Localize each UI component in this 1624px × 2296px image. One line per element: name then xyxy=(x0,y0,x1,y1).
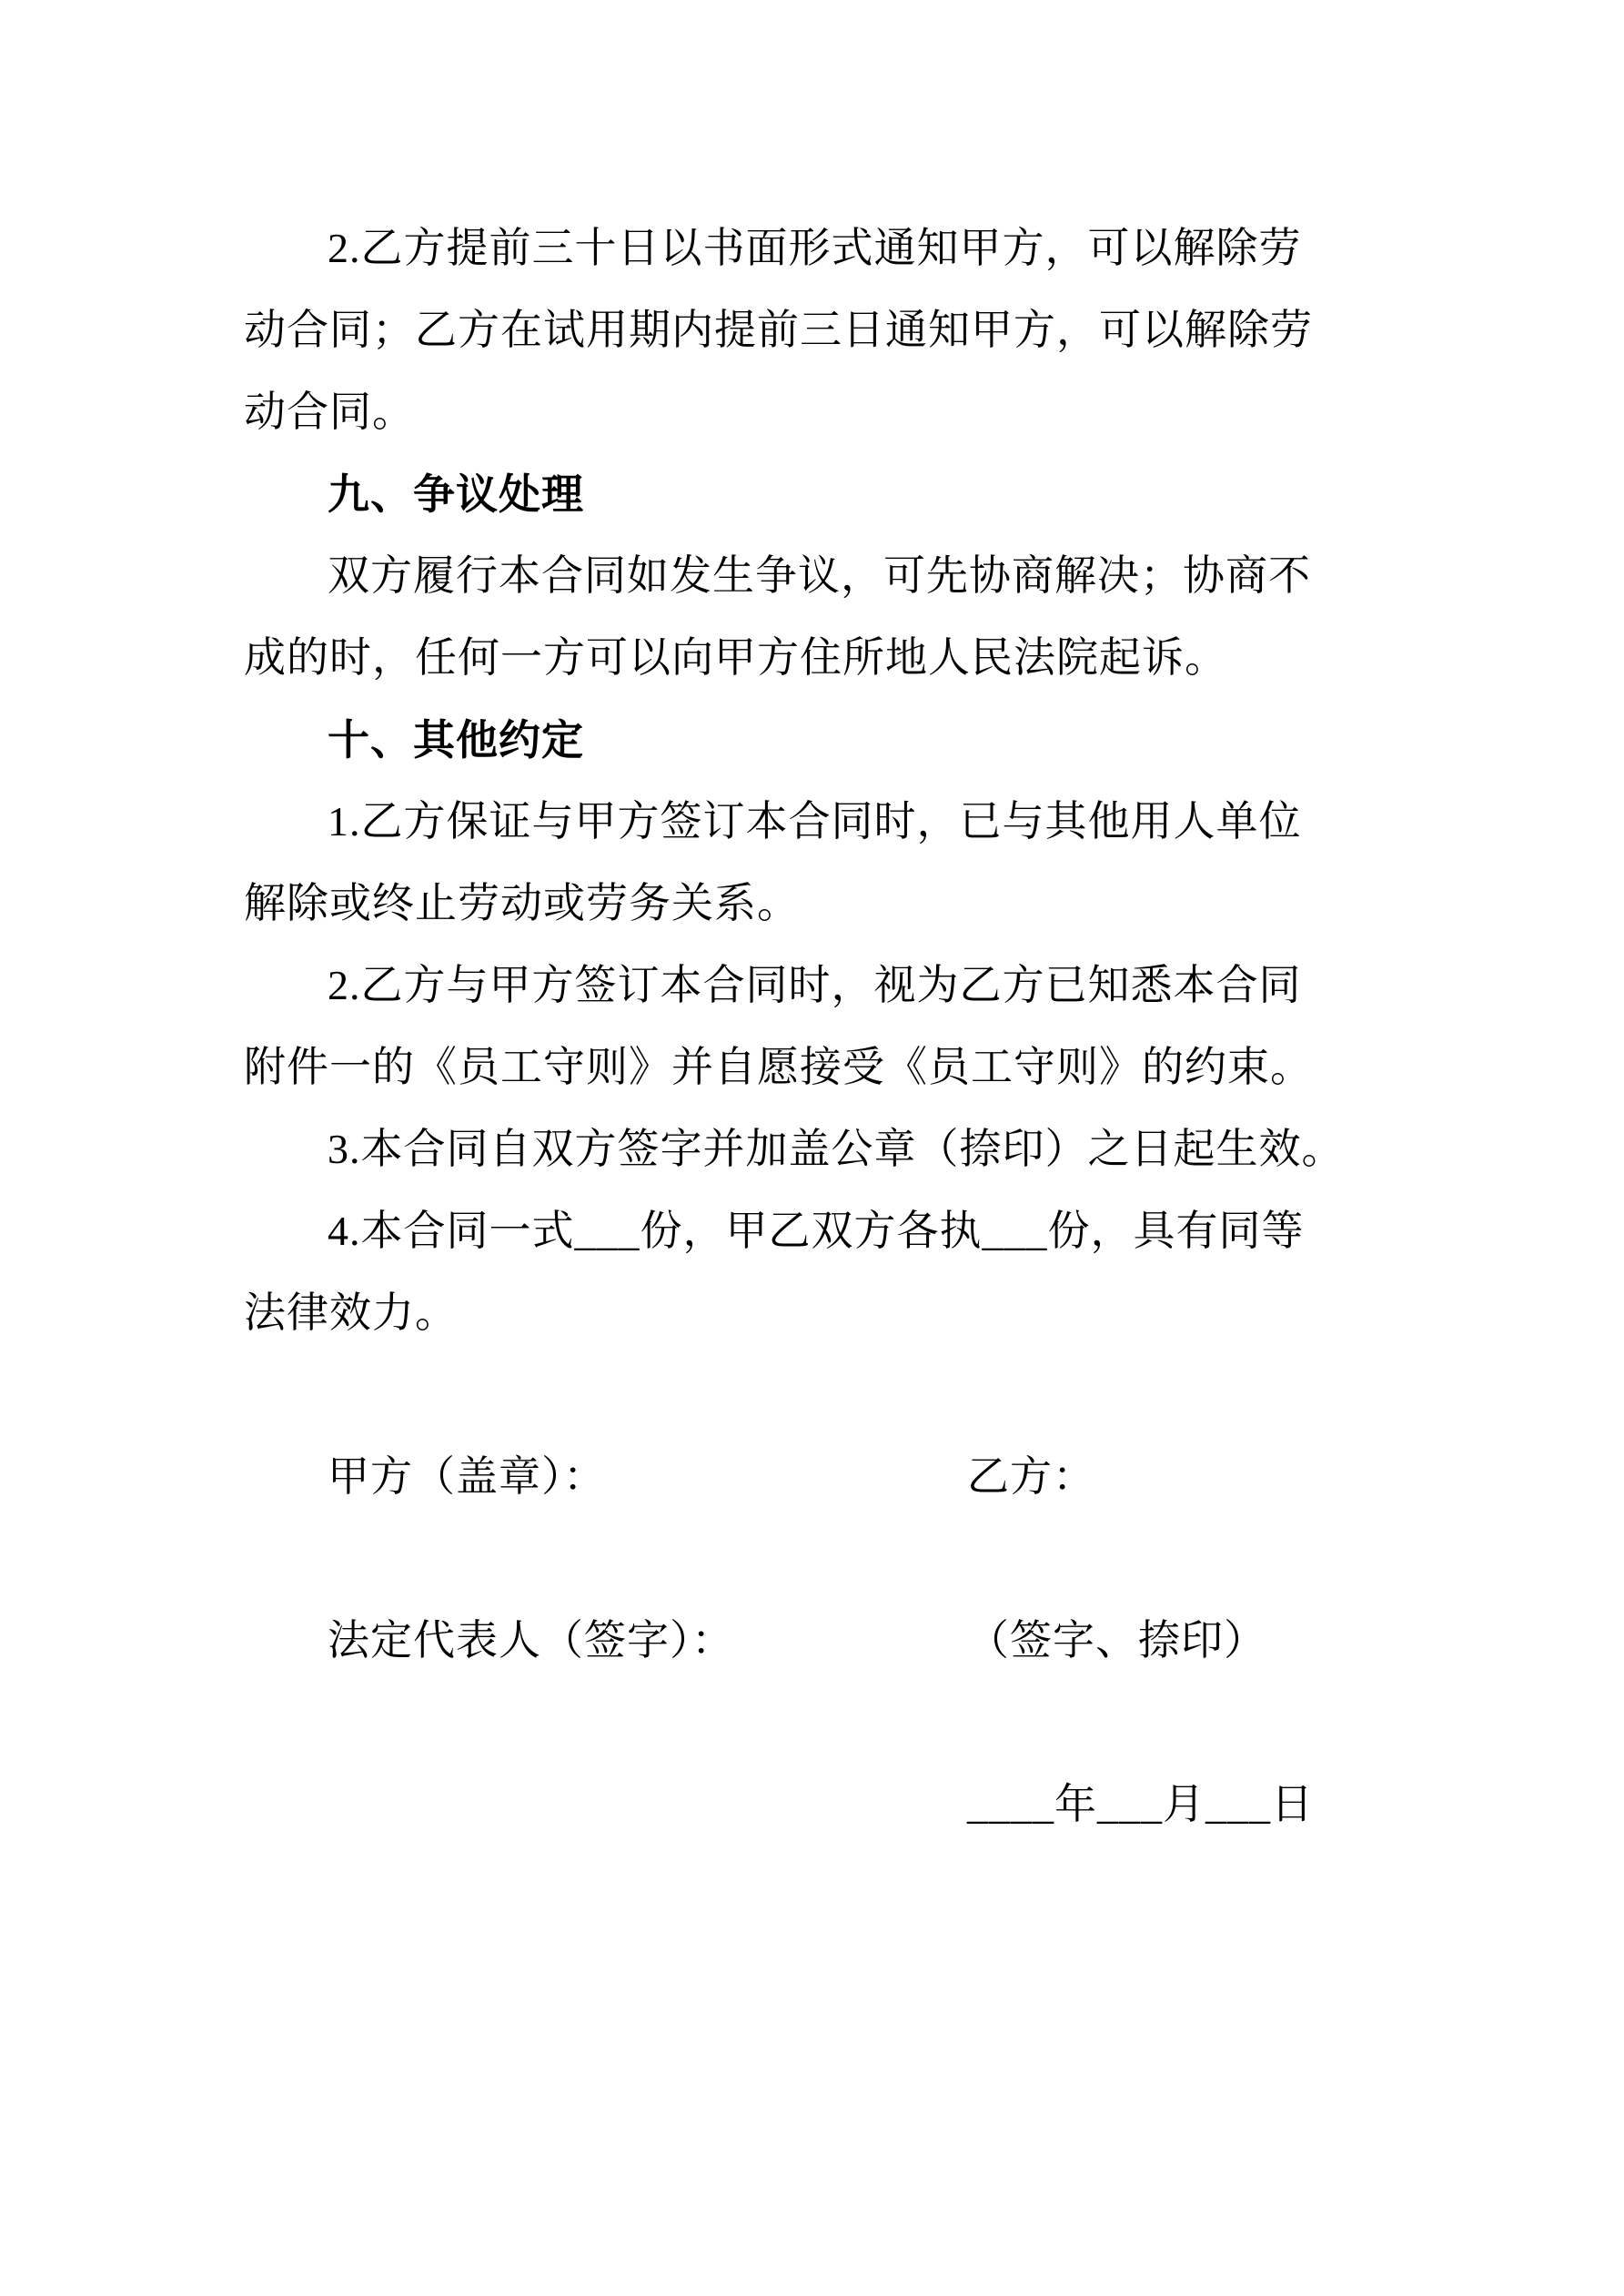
legal-representative-label: 法定代表人（签字）： xyxy=(328,1617,734,1664)
signature-row-date xyxy=(244,1764,1378,1846)
party-a-signature-label: 甲方（盖章）： xyxy=(328,1453,606,1500)
signature-row-parties xyxy=(244,1436,1378,1518)
contract-line: 2.乙方与甲方签订本合同时，视为乙方已知悉本合同 xyxy=(328,962,1302,1008)
contract-line: 附件一的《员工守则》并自愿接受《员工守则》的约束。 xyxy=(244,1044,1313,1090)
contract-line: 成的时，任何一方可以向甲方住所地人民法院起诉。 xyxy=(244,634,1227,681)
blank-line xyxy=(244,1682,1378,1764)
contract-line: 2.乙方提前三十日以书面形式通知甲方，可以解除劳 xyxy=(328,225,1302,271)
blank-line xyxy=(244,1354,1378,1436)
contract-line-copies-blanks: 4.本合同一式___份，甲乙双方各执___份，具有同等 xyxy=(328,1208,1305,1254)
contract-line: 1.乙方保证与甲方签订本合同时，已与其他用人单位 xyxy=(328,798,1302,845)
contract-line: 双方履行本合同如发生争议，可先协商解决；协商不 xyxy=(328,552,1311,599)
heading-other-agreements: 十、其他约定 xyxy=(328,716,584,764)
signature-row-representative xyxy=(244,1600,1378,1682)
sign-fingerprint-note: （签字、捺印） xyxy=(967,1617,1266,1664)
date-fill-in-line: ____年___月___日 xyxy=(967,1781,1314,1827)
party-b-signature-label: 乙方： xyxy=(967,1453,1095,1500)
contract-line: 动合同；乙方在试用期内提前三日通知甲方，可以解除劳 xyxy=(244,307,1313,353)
contract-line: 动合同。 xyxy=(244,389,415,435)
contract-line: 解除或终止劳动或劳务关系。 xyxy=(244,880,800,926)
contract-line: 3.本合同自双方签字并加盖公章（捺印）之日起生效。 xyxy=(328,1126,1345,1172)
blank-line xyxy=(244,1518,1378,1600)
contract-line: 法律效力。 xyxy=(244,1290,458,1336)
heading-dispute-resolution: 九、争议处理 xyxy=(328,470,584,518)
